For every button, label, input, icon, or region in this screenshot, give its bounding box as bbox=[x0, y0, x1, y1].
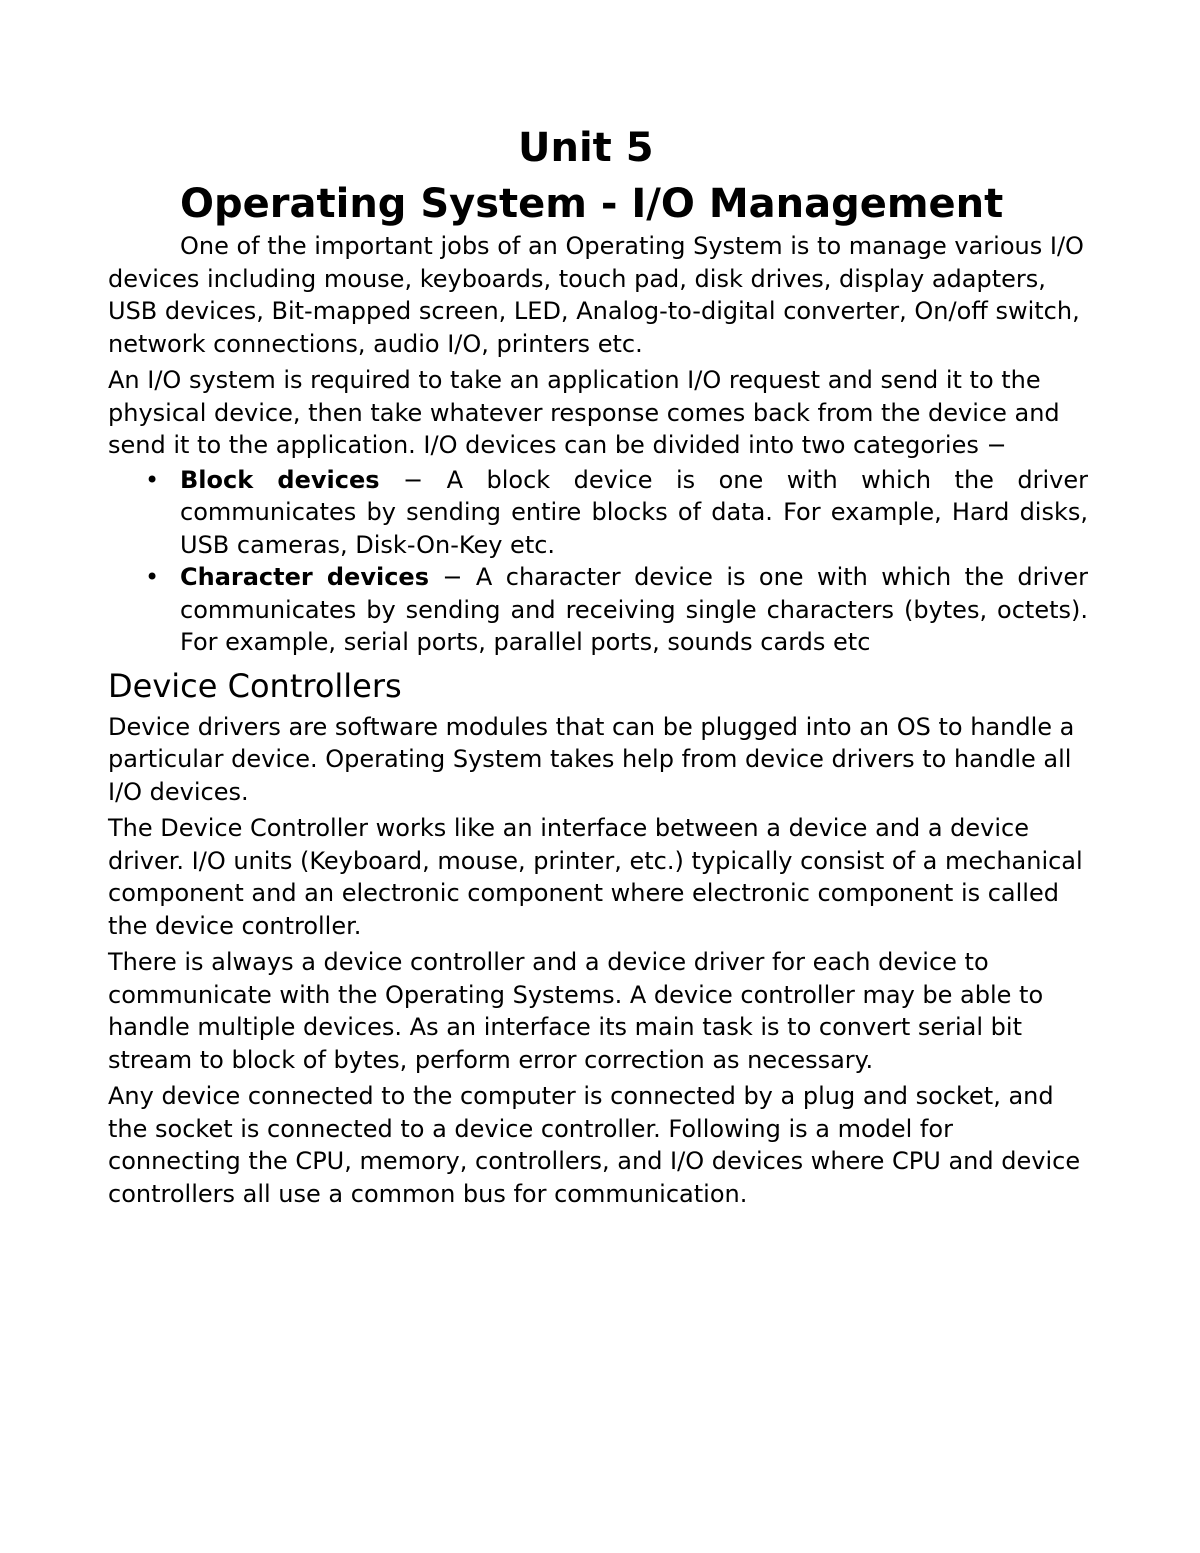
device-types-list bbox=[108, 464, 1088, 659]
intro-paragraph-categories: An I/O system is required to take an application I/O request and send it to the physical device, then take whatever response comes back from the device and send it to the application. I/O devices can be divided into two categories − bbox=[108, 366, 1060, 459]
intro-paragraph: One of the important jobs of an Operating System is to manage various I/O devices including mouse, keyboards, touch pad, disk drives, display adapters, USB devices, Bit-mapped screen, LED, Analog-to-digital converter, On/off switch, network connections, audio I/O, printers etc. bbox=[108, 232, 1084, 358]
page-title: Operating System - I/O Management bbox=[180, 181, 1004, 227]
definition-character-devices: − A character device is one with which the driver communicates by sending and receiving single characters (bytes, octets). For example, serial ports, parallel ports, sounds cards etc bbox=[180, 563, 1089, 656]
term-block-devices: Block devices bbox=[180, 465, 380, 494]
bullet-icon: • bbox=[145, 563, 160, 591]
unit-title: Unit 5 bbox=[518, 125, 654, 171]
paragraph-controller-tasks: There is always a device controller and a device driver for each device to communicate with the Operating Systems. A device controller may be able to handle multiple devices. As an interface its main task is to convert serial bit stream to block of bytes, perform error correction as necessary. bbox=[108, 948, 1044, 1074]
list-item-block-devices bbox=[108, 464, 1088, 562]
definition-block-devices: − A block device is one with which the driver communicates by sending entire blocks of data. For example, Hard disks, USB cameras, Disk-On-Key etc. bbox=[180, 465, 1089, 559]
list-item-character-devices bbox=[108, 561, 1088, 659]
paragraph-device-drivers: Device drivers are software modules that can be plugged into an OS to handle a particular device. Operating System takes help from device drivers to handle all I/O devices. bbox=[108, 712, 1075, 806]
term-character-devices: Character devices bbox=[180, 563, 429, 591]
document-page bbox=[108, 122, 1088, 1210]
paragraph-common-bus: Any device connected to the computer is connected by a plug and socket, and the socket is connected to a device controller. Following is a model for connecting the CPU, memory, controllers, and I/O devices where CPU and device controllers all use a common bus for communication. bbox=[108, 1082, 1081, 1208]
section-heading-device-controllers: Device Controllers bbox=[108, 666, 402, 705]
bullet-icon: • bbox=[145, 465, 160, 494]
paragraph-controller-interface: The Device Controller works like an interface between a device and a device driver. I/O units (Keyboard, mouse, printer, etc.) typically consist of a mechanical component and an electronic component where electronic component is called the device controller. bbox=[108, 814, 1083, 940]
